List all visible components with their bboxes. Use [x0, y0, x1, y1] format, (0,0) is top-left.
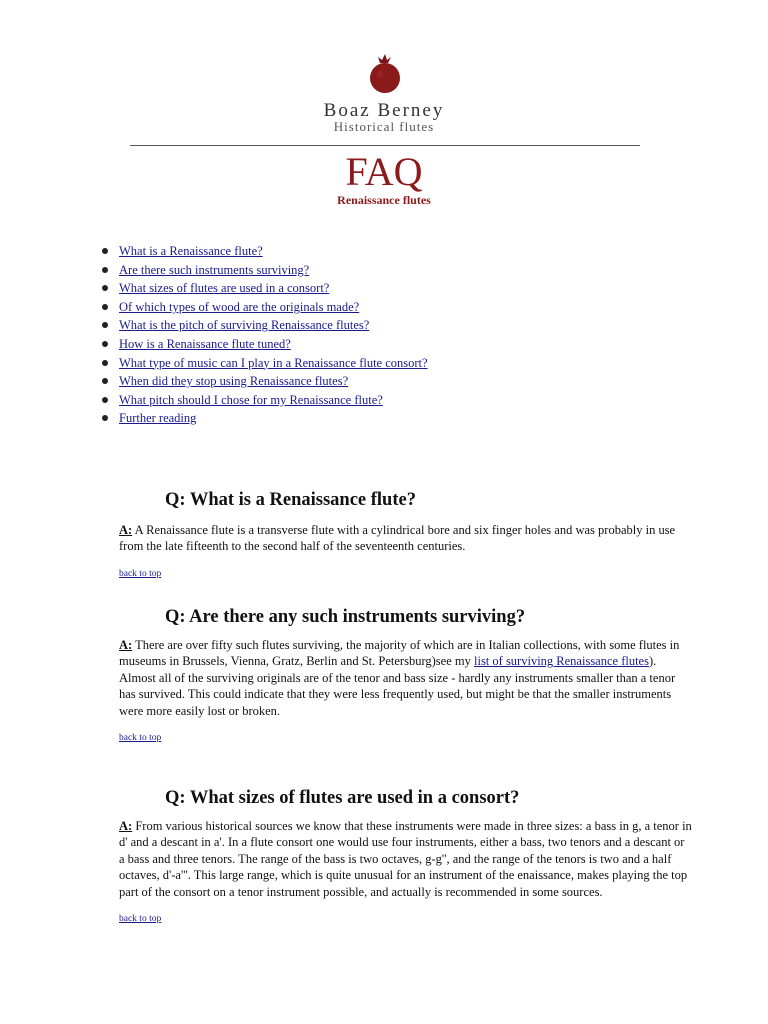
bullet-icon [102, 341, 108, 347]
brand-tagline: Historical flutes [333, 119, 435, 134]
answer-label: A: [119, 523, 133, 537]
toc-item [100, 374, 428, 393]
answer-body-end: ). Almost all of the surviving originals are of the tenor and bass size - hardly any instruments smaller than a tenor has survived. This could indicate that they were less frequently used, but might be that the smaller instruments were more easily lost or broken. [119, 654, 676, 718]
toc-item [100, 281, 428, 300]
answer-label: A: [119, 819, 133, 833]
toc-item [100, 318, 428, 337]
toc-link[interactable]: Of which types of wood are the originals made? [119, 299, 360, 314]
question-heading: Q: What sizes of flutes are used in a consort? [165, 788, 520, 808]
toc-link[interactable]: When did they stop using Renaissance flutes? [119, 374, 349, 389]
answer-body-start: There are over fifty such flutes surviving, the majority of which are in Italian collections, with some flutes in museums in Brussels, Vienna, Gratz, Berlin and St. Petersburg)see my [119, 638, 680, 669]
back-to-top-link[interactable]: back to top [119, 568, 162, 579]
back-to-top-link[interactable]: back to top [119, 733, 162, 744]
bullet-icon [102, 304, 108, 310]
faq-section [119, 490, 693, 579]
answer-text [119, 637, 693, 719]
bullet-icon [102, 415, 108, 421]
toc-link[interactable]: What is the pitch of surviving Renaissance flutes? [119, 318, 370, 333]
surviving-flutes-list-link[interactable]: list of surviving Renaissance flutes [474, 654, 649, 669]
bullet-icon [102, 378, 108, 384]
header-divider [130, 145, 640, 146]
answer-label: A: [119, 638, 133, 652]
page-title: FAQ [345, 149, 423, 194]
answer-body: A Renaissance flute is a transverse flute with a cylindrical bore and six finger holes and was probably in use from the late fifteenth to the second half of the seventeenth centuries. [119, 523, 676, 554]
bullet-icon [102, 267, 108, 273]
answer-body: From various historical sources we know that these instruments were made in three sizes: a bass in g, a tenor in d' and a descant in a'. In a flute consort one would use four instruments, either a bass, two tenors and a descant or a bass and three tenors. The range of the bass is two octaves, g-g'', and the range of the tenors is two and a half octaves, d'-a'''. This large range, which is quite unusual for an instrument of the enaissance, makes playing the top part of the consort on a tenor instrument possible, and actually is recommended in some sources. [119, 819, 692, 899]
question-heading: Q: What is a Renaissance flute? [165, 490, 416, 510]
toc-link[interactable]: What sizes of flutes are used in a consort? [119, 281, 330, 296]
toc-link[interactable]: What pitch should I chose for my Renaissance flute? [119, 392, 383, 407]
question-heading: Q: Are there any such instruments surviving? [165, 607, 526, 627]
toc-item [100, 337, 428, 356]
toc-link[interactable]: What is a Renaissance flute? [119, 244, 263, 258]
faq-table-of-contents [100, 244, 428, 430]
pomegranate-logo-icon[interactable] [364, 52, 406, 96]
faq-section [119, 607, 693, 743]
toc-item [100, 244, 428, 263]
bullet-icon [102, 397, 108, 403]
toc-item [100, 263, 428, 282]
back-to-top-link[interactable]: back to top [119, 914, 162, 925]
page-subtitle: Renaissance flutes [337, 193, 431, 207]
bullet-icon [102, 285, 108, 291]
answer-text [119, 818, 693, 900]
toc-item [100, 356, 428, 375]
faq-section [119, 788, 693, 924]
answer-text [119, 522, 693, 555]
toc-link[interactable]: Further reading [119, 411, 197, 426]
bullet-icon [102, 248, 108, 254]
bullet-icon [102, 360, 108, 366]
toc-item [100, 300, 428, 319]
brand-name: Boaz Berney [323, 100, 445, 121]
bullet-icon [102, 322, 108, 328]
toc-link[interactable]: What type of music can I play in a Renaissance flute consort? [119, 355, 428, 370]
toc-item [100, 393, 428, 412]
toc-link[interactable]: Are there such instruments surviving? [119, 262, 310, 277]
toc-item [100, 411, 428, 430]
toc-link[interactable]: How is a Renaissance flute tuned? [119, 336, 291, 351]
